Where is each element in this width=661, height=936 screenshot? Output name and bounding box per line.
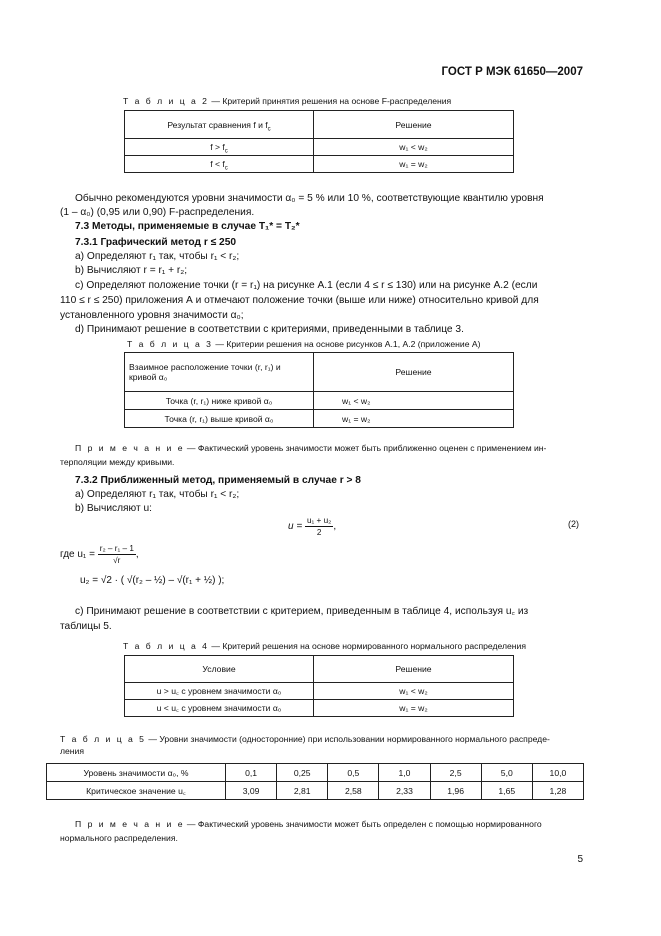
- table5-caption-line2: ления: [60, 746, 84, 756]
- note2-line1: [75, 818, 542, 831]
- u1-definition: [60, 543, 139, 566]
- table2-caption: [123, 95, 451, 107]
- table2-caption-text: — Критерий принятия решения на основе F-распределения: [208, 96, 452, 106]
- table5-row2-label: Критическое значение u꜀: [47, 782, 226, 800]
- table4-caption: [123, 640, 526, 652]
- table3-row2-condition: Точка (r, r₁) выше кривой α₀: [125, 410, 314, 428]
- note2-text1: — Фактический уровень значимости может быть определен с помощью нормированного: [184, 819, 542, 829]
- table2-col1-label: Результат сравнения f и f: [167, 119, 268, 130]
- table4-caption-label: Т а б л и ц а 4: [123, 641, 209, 651]
- table-row: [125, 700, 514, 717]
- table5-critical-cell: 2,58: [328, 782, 379, 800]
- note1-line2: терполяции между кривыми.: [60, 457, 175, 467]
- section-7-3-title: 7.3 Методы, применяемые в случае T₁* = T₂*: [75, 221, 300, 232]
- table4-header-decision: Решение: [314, 656, 514, 683]
- eq-fraction: [305, 515, 333, 538]
- where-label: где u₁ =: [60, 549, 95, 561]
- table2-row1-cond-text: f > f: [210, 142, 225, 152]
- table2-row1-condition: [125, 139, 314, 156]
- note1-text1: — Фактический уровень значимости может быть приближенно оценен с применением ин-: [184, 443, 547, 453]
- equation-2: [288, 515, 336, 538]
- table2-row2-decision: w₁ = w₂: [314, 156, 514, 173]
- table3-caption: [127, 338, 480, 350]
- table5-caption-line1: [60, 733, 550, 745]
- table2-row2-cond-text: f < f: [210, 159, 225, 169]
- step-c-line2: 110 ≤ r ≤ 250) приложения А и отмечают положение точки (выше или ниже) относительно кривой для: [60, 295, 539, 306]
- para-significance-line1: Обычно рекомендуются уровни значимости α₀ = 5 % или 10 %, соответствующие квантилю уровня: [75, 193, 544, 204]
- table2-row2-cond-sub: c: [224, 165, 228, 172]
- table4-header-condition: Условие: [125, 656, 314, 683]
- step-a-approx: a) Определяют r₁ так, чтобы r₁ < r₂;: [75, 489, 240, 500]
- table2-header-decision: Решение: [314, 111, 514, 139]
- u1-tail: ,: [135, 549, 139, 561]
- table4-row1-condition: u > u꜀ с уровнем значимости α₀: [125, 683, 314, 700]
- table-row: [47, 782, 584, 800]
- table5-critical-cell: 1,96: [430, 782, 481, 800]
- table5-critical-cell: 1,28: [532, 782, 583, 800]
- table-row: [125, 156, 514, 173]
- table2-header-condition: [125, 111, 314, 139]
- table5: [46, 763, 584, 800]
- step-b-approx: b) Вычисляют u:: [75, 503, 152, 514]
- u2-tail: ;: [221, 575, 225, 586]
- table5-level-cell: 1,0: [379, 764, 430, 782]
- table5-critical-cell: 3,09: [226, 782, 277, 800]
- note2-line2: нормального распределения.: [60, 833, 178, 843]
- table3-caption-text: — Критерии решения на основе рисунков А.1, А.2 (приложение А): [212, 339, 481, 349]
- table4-row2-condition: u < u꜀ с уровнем значимости α₀: [125, 700, 314, 717]
- u2-lhs: u₂ = √2 ·: [80, 575, 118, 586]
- table3-caption-label: Т а б л и ц а 3: [127, 339, 213, 349]
- step-d-graphic: d) Принимают решение в соответствии с критериями, приведенными в таблице 3.: [75, 324, 464, 335]
- table-row: [125, 392, 514, 410]
- table4: [124, 655, 514, 717]
- table5-level-cell: 10,0: [532, 764, 583, 782]
- table2-row1-cond-sub: c: [224, 148, 228, 155]
- table-row: [125, 410, 514, 428]
- note2-label: П р и м е ч а н и е: [75, 819, 185, 829]
- table2-row1-decision: w₁ < w₂: [314, 139, 514, 156]
- eq-lhs: u =: [288, 521, 303, 533]
- eq-tail: ,: [333, 521, 337, 533]
- table3-col1-line2: кривой α₀: [129, 372, 168, 382]
- table5-critical-cell: 2,81: [277, 782, 328, 800]
- page-number: 5: [577, 854, 583, 865]
- step-a-graphic: a) Определяют r₁ так, чтобы r₁ < r₂;: [75, 251, 240, 262]
- table5-critical-cell: 1,65: [481, 782, 532, 800]
- table3-col1-line1: Взаимное расположение точки (r, r₁) и: [129, 362, 281, 372]
- table4-row2-decision: w₁ = w₂: [314, 700, 514, 717]
- u2-body: ( √(r₂ – ½) – √(r₁ + ½) ): [120, 575, 222, 586]
- table5-level-cell: 0,25: [277, 764, 328, 782]
- step-c-approx-line1: c) Принимают решение в соответствии с критерием, приведенным в таблице 4, используя u꜀ из: [75, 606, 529, 617]
- table3-row2-decision: w₁ = w₂: [314, 410, 514, 428]
- para-significance-line2: (1 – α₀) (0,95 или 0,90) F-распределения.: [60, 207, 255, 218]
- note1-line1: [75, 442, 546, 455]
- u1-num: r₂ – r₁ – 1: [99, 544, 134, 553]
- table-row: [47, 764, 584, 782]
- note1-label: П р и м е ч а н и е: [75, 443, 185, 453]
- table5-level-cell: 5,0: [481, 764, 532, 782]
- section-7-3-1-title: 7.3.1 Графический метод r ≤ 250: [75, 237, 237, 248]
- step-c-line1: c) Определяют положение точки (r = r₁) на рисунке А.1 (если 4 ≤ r ≤ 130) или на рисунке А.2 (если: [75, 280, 538, 291]
- table3: [124, 352, 514, 428]
- step-c-approx-line2: таблицы 5.: [60, 621, 112, 632]
- table3-row1-decision: w₁ < w₂: [314, 392, 514, 410]
- table5-level-cell: 0,1: [226, 764, 277, 782]
- table-row: [125, 683, 514, 700]
- table5-level-cell: 0,5: [328, 764, 379, 782]
- u2-definition: [80, 575, 224, 586]
- eq-den: 2: [316, 528, 322, 537]
- table2: [124, 110, 514, 173]
- table2-col1-sub: c: [267, 126, 271, 133]
- table4-caption-text: — Критерий решения на основе нормированного нормального распределения: [208, 641, 526, 651]
- u1-den: √r: [113, 556, 121, 565]
- table3-row1-condition: Точка (r, r₁) ниже кривой α₀: [125, 392, 314, 410]
- document-code: ГОСТ Р МЭК 61650—2007: [441, 66, 583, 78]
- step-c-line3: установленного уровня значимости α₀;: [60, 310, 244, 321]
- eq-num: u₁ + u₂: [306, 516, 332, 525]
- table3-header-condition: [125, 353, 314, 392]
- table5-row1-label: Уровень значимости α₀, %: [47, 764, 226, 782]
- table2-caption-label: Т а б л и ц а 2: [123, 96, 209, 106]
- equation-number: (2): [568, 519, 579, 529]
- step-b-graphic: b) Вычисляют r = r₁ + r₂;: [75, 265, 188, 276]
- u1-fraction: [98, 543, 136, 566]
- table5-critical-cell: 2,33: [379, 782, 430, 800]
- table4-row1-decision: w₁ < w₂: [314, 683, 514, 700]
- table-row: [125, 139, 514, 156]
- table5-caption-label: Т а б л и ц а 5: [60, 734, 146, 744]
- table2-row2-condition: [125, 156, 314, 173]
- table5-caption-text1: — Уровни значимости (односторонние) при использовании нормированного нормального распреде-: [145, 734, 550, 744]
- section-7-3-2-title: 7.3.2 Приближенный метод, применяемый в случае r > 8: [75, 475, 361, 486]
- table5-level-cell: 2,5: [430, 764, 481, 782]
- table3-header-decision: Решение: [314, 353, 514, 392]
